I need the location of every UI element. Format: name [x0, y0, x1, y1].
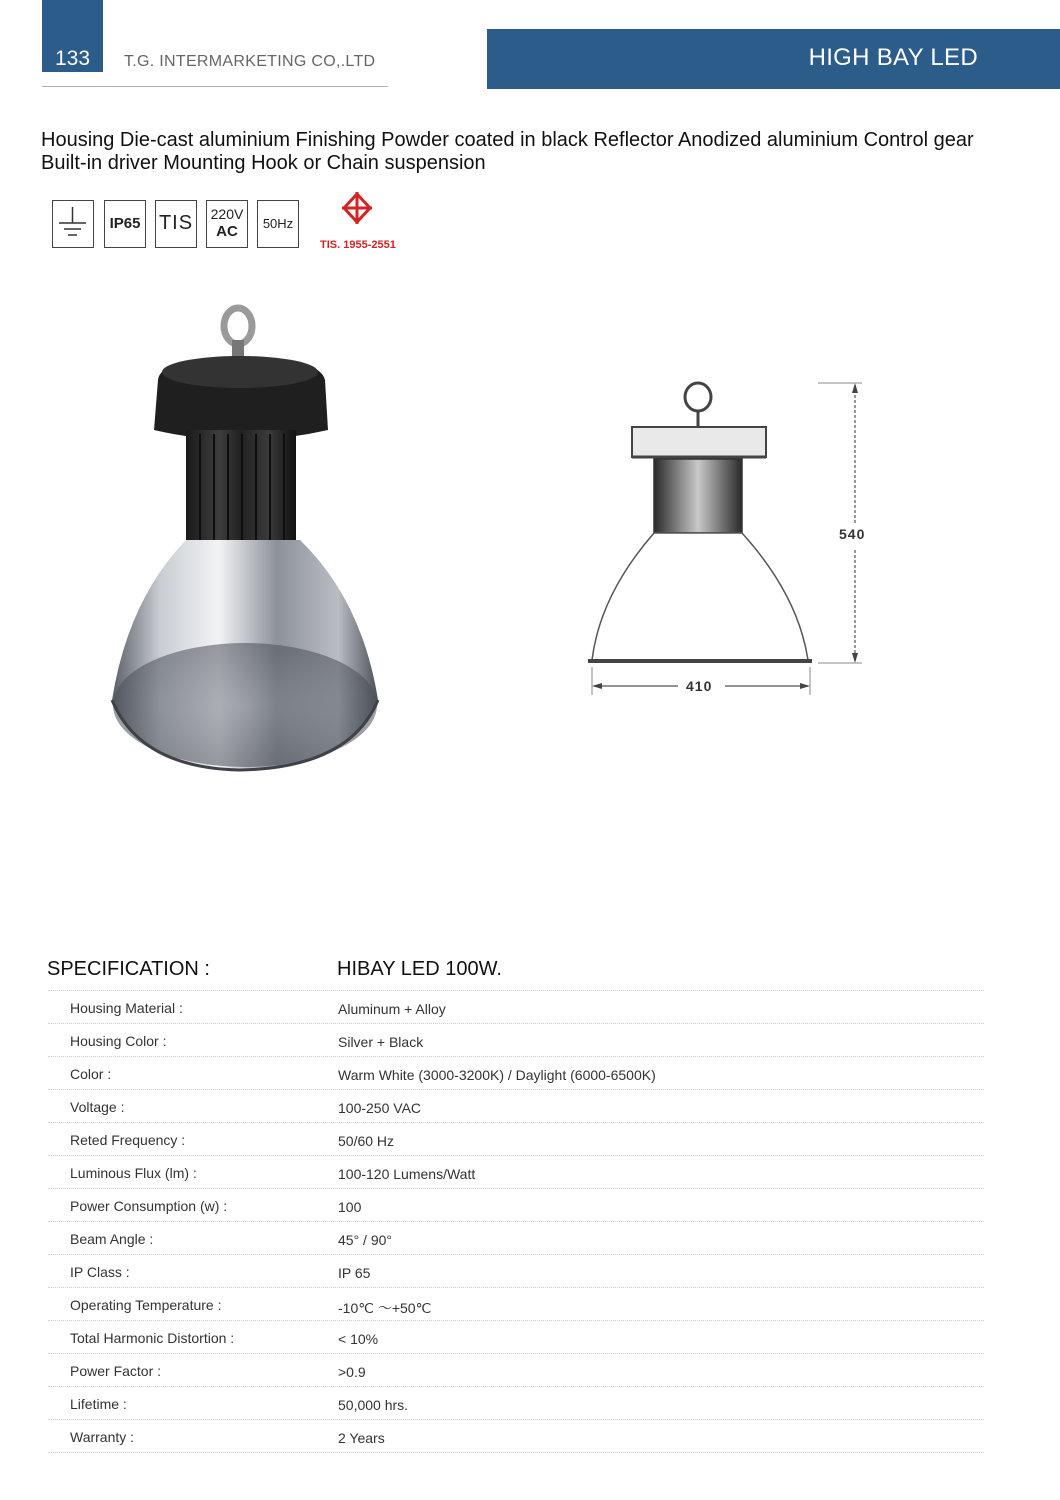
spec-row	[48, 1287, 984, 1320]
spec-label: Housing Color :	[70, 1033, 167, 1049]
spec-value: IP 65	[338, 1265, 371, 1281]
spec-label: Operating Temperature :	[70, 1297, 222, 1313]
page-number-tab	[42, 0, 103, 72]
spec-value: >0.9	[338, 1364, 366, 1380]
spec-row	[48, 1023, 984, 1056]
spec-value: 100-120 Lumens/Watt	[338, 1166, 476, 1182]
spec-value: 45° / 90°	[338, 1232, 393, 1248]
spec-label: Power Factor :	[70, 1363, 162, 1379]
spec-value: 100	[338, 1199, 362, 1215]
spec-label: Power Consumption (w) :	[70, 1198, 228, 1214]
spec-row	[48, 1155, 984, 1188]
spec-label: Color :	[70, 1066, 112, 1082]
spec-row	[48, 1353, 984, 1386]
product-description: Housing Die-cast aluminium Finishing Powder coated in black Reflector Anodized aluminium Control gear Built-in driver Mounting Hook or Chain suspension	[41, 129, 974, 174]
spec-row	[48, 1221, 984, 1254]
spec-label: Lifetime :	[70, 1396, 127, 1412]
ip-rating: IP65	[109, 215, 141, 232]
spec-heading: SPECIFICATION :	[47, 958, 210, 980]
spec-value: 2 Years	[338, 1430, 385, 1446]
width-dimension: 410	[686, 678, 713, 694]
company-name: T.G. INTERMARKETING CO,.LTD	[124, 53, 376, 70]
header-divider	[42, 86, 388, 87]
spec-value: 100-250 VAC	[338, 1100, 422, 1116]
tis-badge	[155, 200, 197, 248]
spec-value: 50/60 Hz	[338, 1133, 395, 1149]
spec-label: Warranty :	[70, 1429, 135, 1445]
spec-value: -10℃ ～+50℃	[338, 1300, 432, 1316]
tis-text: TIS	[158, 212, 194, 234]
page-title: HIGH BAY LED	[808, 44, 978, 71]
voltage-type: AC	[216, 223, 238, 240]
spec-label: Voltage :	[70, 1099, 125, 1115]
spec-model: HIBAY LED 100W.	[337, 958, 502, 980]
spec-value: Aluminum + Alloy	[338, 1001, 446, 1017]
spec-row	[48, 1386, 984, 1419]
title-banner	[487, 29, 1060, 89]
voltage-value: 220V	[210, 206, 244, 222]
voltage-badge	[206, 200, 248, 248]
dimension-drawing	[580, 375, 880, 705]
height-dimension: 540	[839, 526, 866, 542]
tis-standard-label: TIS. 1955-2551	[320, 239, 396, 251]
spec-row	[48, 1188, 984, 1221]
spec-label: Beam Angle :	[70, 1231, 154, 1247]
spec-label: Reted Frequency :	[70, 1132, 186, 1148]
frequency-badge	[257, 200, 299, 248]
spec-label: Luminous Flux (lm) :	[70, 1165, 197, 1181]
ground-icon	[52, 200, 94, 248]
spec-row	[48, 990, 984, 1023]
spec-label: Total Harmonic Distortion :	[70, 1330, 235, 1346]
spec-row	[48, 1320, 984, 1353]
spec-label: IP Class :	[70, 1264, 130, 1280]
spec-value: 50,000 hrs.	[338, 1397, 409, 1413]
product-photo	[100, 300, 390, 790]
spec-row	[48, 1254, 984, 1287]
spec-label: Housing Material :	[70, 1000, 183, 1016]
spec-row	[48, 1419, 984, 1453]
spec-value: < 10%	[338, 1331, 379, 1347]
spec-value: Silver + Black	[338, 1034, 424, 1050]
frequency-value: 50Hz	[262, 216, 294, 231]
spec-row	[48, 1056, 984, 1089]
page-number: 133	[54, 47, 91, 70]
spec-row	[48, 1089, 984, 1122]
spec-row	[48, 1122, 984, 1155]
ip65-badge	[104, 200, 146, 248]
spec-value: Warm White (3000-3200K) / Daylight (6000-6500K)	[338, 1067, 656, 1083]
spec-table	[48, 990, 984, 1453]
